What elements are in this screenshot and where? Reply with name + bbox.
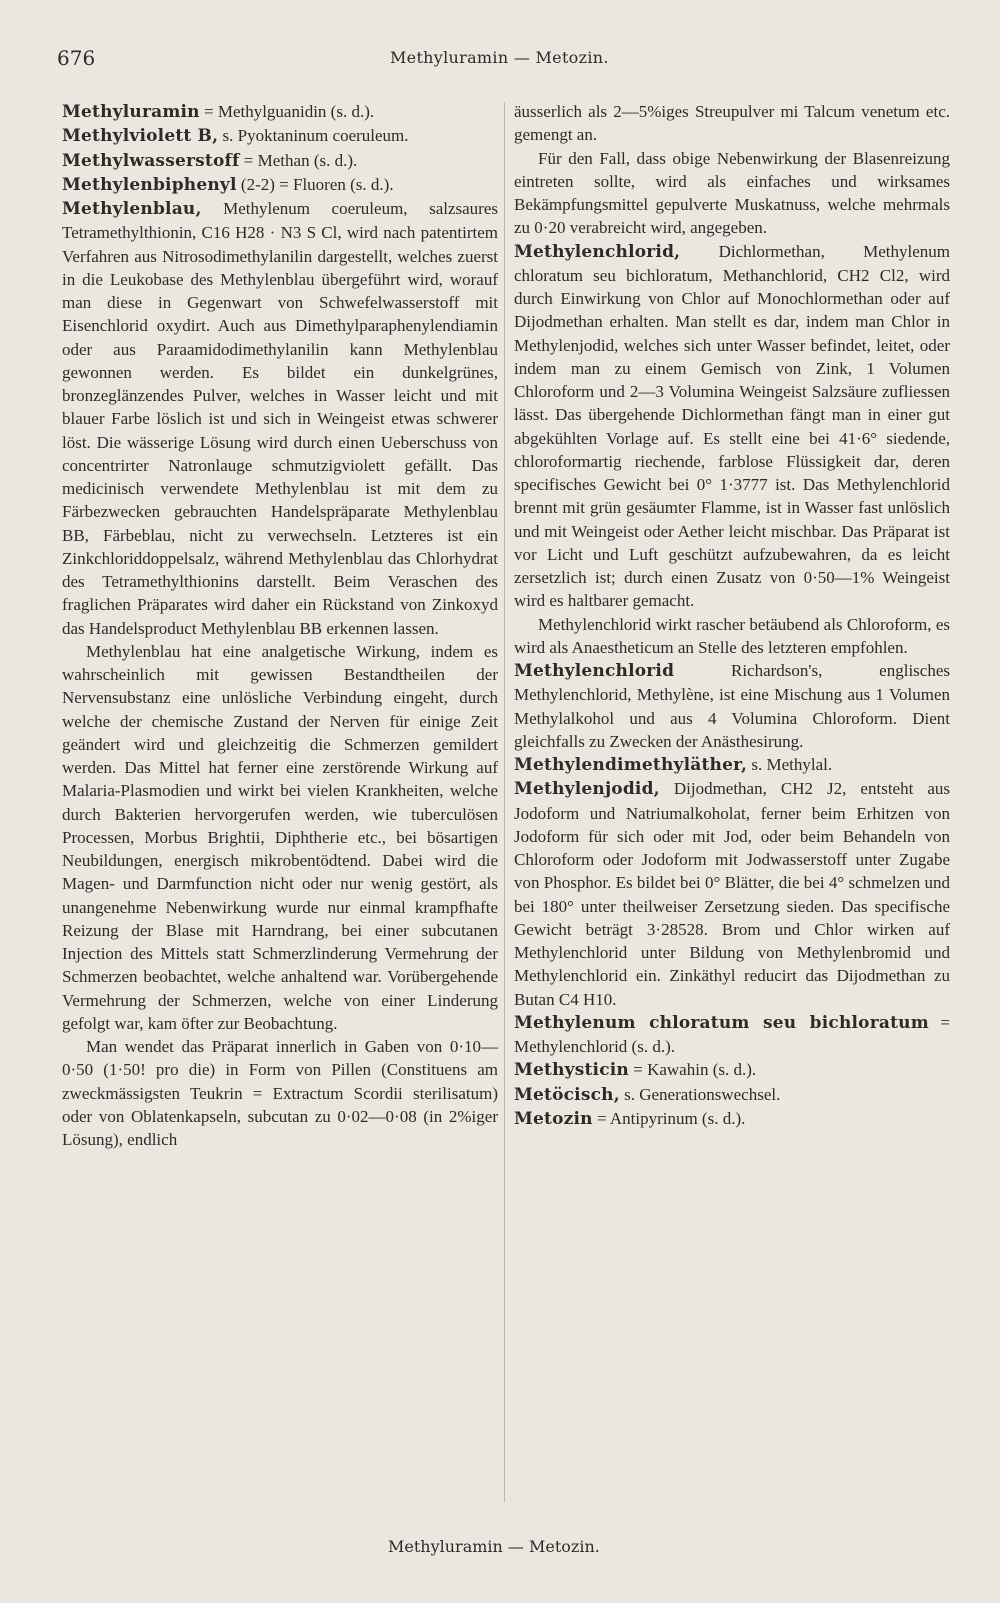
paragraph	[62, 640, 498, 1035]
entry-text: Methylenum coeruleum, salzsaures Tetramethylthionin, C16 H28 · N3 S Cl, wird nach patentirtem Verfahren aus Nitrosodimethylanilin dargestellt, welches zuerst in die Leukobase des Methylenblau übergeführt wird, worauf man diese in Gegenwart von Schwefelwasserstoff mit Eisenchlorid oxydirt. Auch aus Dimethylparaphenylendiamin oder aus Paraamidodimethylanilin kann Methylenblau gewonnen werden. Es bildet ein dunkelgrünes, bronzeglänzendes Pulver, welches in Wasser leicht und mit blauer Farbe löslich ist und sich in Weingeist etwas schwerer löst. Die wässerige Lösung wird durch einen Ueberschuss von concentrirter Natronlauge schmutzigviolett gefällt. Das medicinisch verwendete Methylenblau ist mit dem zu Färbezwecken gebrauchten Handelspräparate Methylenblau BB, Färbeblau, nicht zu verwechseln. Letzteres ist ein Zinkchloriddoppelsalz, während Methylenblau das Chlorhydrat des Tetramethylthionins darstellt. Beim Veraschen des fraglichen Präparates wird daher ein Rückstand von Zinkoxyd das Handelsproduct Methylenblau BB erkennen lassen.	[62, 199, 498, 638]
headword: Methyluramin	[62, 102, 200, 122]
entry	[62, 149, 498, 173]
entry-text: Richardson's, englisches Methylenchlorid, Methylène, ist eine Mischung aus 1 Volumen Methylalkohol und aus 4 Volumina Chloroform. Dient gleichfalls zu Zwecken der Anästhesirung.	[514, 661, 950, 751]
entry-text: = Methan (s. d.).	[239, 150, 358, 170]
headword: Methylviolett B,	[62, 126, 219, 147]
headword: Methylenchlorid	[514, 661, 675, 681]
entry	[62, 173, 498, 197]
headword: Methylenchlorid,	[514, 241, 681, 262]
running-head: Methyluramin — Metozin.	[390, 48, 609, 67]
page-number: 676	[57, 46, 96, 70]
headword: Methylenjodid,	[514, 779, 660, 800]
entry	[514, 753, 950, 777]
column-divider	[504, 102, 505, 1502]
paragraph-text: Methylenblau hat eine analgetische Wirkung, indem es wahrscheinlich mit gewissen Bestandtheilen der Nervensubstanz eine unlösliche Verbindung eingeht, durch welche der chemische Zustand der Nerven für einige Zeit geändert wird und gleichzeitig die Schmerzen gemildert werden. Das Mittel hat ferner eine zerstörende Wirkung auf Malaria-Plasmodien und wirkt bei vielen Krankheiten, welche durch Bakterien hervorgerufen werden, wie tuberculösen Processen, Morbus Brightii, Diphtherie etc., bei bösartigen Neubildungen, energisch mikrobentödtend. Dabei wird die Magen- und Darmfunction nicht oder nur wenig gestört, als unangenehme Nebenwirkung wurde nur einmal krampfhafte Reizung der Blase mit Harndrang, bei einer subcutanen Injection des Mittels statt Schmerzlinderung Vermehrung der Schmerzen beobachtet, welche anhaltend war. Vorübergehende Vermehrung der Schmerzen, welche von einer Linderung gefolgt war, kam öfter zur Beobachtung.	[62, 641, 498, 1033]
entry-text: (2-2) = Fluoren (s. d.).	[236, 174, 394, 194]
entry	[514, 777, 950, 1011]
paragraph	[62, 1035, 498, 1151]
headword: Methylenbiphenyl	[62, 174, 237, 195]
entry-text: Dichlormethan, Methylenum chloratum seu bichloratum, Methanchlorid, CH2 Cl2, wird durch Einwirkung von Chlor auf Monochlormethan oder auf Dijodmethan erhalten. Man stellt es dar, indem man Chlor in Methylenjodid, welches sich unter Wasser befindet, leitet, oder indem man zu einem Gemisch von Zink, 1 Volumen Chloroform und 2—3 Volumina Weingeist Salzsäure zufliessen lässt. Das übergehende Dichlormethan fängt man in einer gut abgekühlten Vorlage auf. Es stellt eine bei 41·6° siedende, chloroformartig riechende, farblose Flüssigkeit dar, deren specifisches Gewicht bei 0° 1·3777 ist. Das Methylenchlorid brennt mit grün gesäumter Flamme, ist in Wasser fast unlöslich und mit Weingeist oder Aether leicht mischbar. Das Präparat ist vor Licht und Luft geschützt aufzubewahren, da es leicht zersetzlich ist; durch einen Zusatz von 0·50—1% Weingeist wird es haltbarer gemacht.	[514, 241, 950, 611]
headword: Metozin	[514, 1108, 593, 1129]
entry-text: = Methylguanidin (s. d.).	[199, 102, 375, 121]
paragraph-text: Man wendet das Präparat innerlich in Gaben von 0·10—0·50 (1·50! pro die) in Form von Pillen (Constituens am zweckmässigsten Teukrin = Extractum Scordii sterilisatum) oder von Oblatenkapseln, subcutan zu 0·02—0·08 (in 2%iger Lösung), endlich	[62, 1037, 498, 1149]
entry-text: = Kawahin (s. d.).	[628, 1060, 757, 1080]
entry-text: = Antipyrinum (s. d.).	[592, 1108, 746, 1128]
headword: Methylenum chloratum seu bichloratum	[514, 1012, 929, 1033]
entry-text: s. Pyoktaninum coeruleum.	[218, 126, 409, 146]
paragraph-text: Methylenchlorid wirkt rascher betäubend als Chloroform, es wird als Anaestheticum an Stelle des letzteren empfohlen.	[514, 614, 950, 657]
entry-text: Dijodmethan, CH2 J2, entsteht aus Jodoform und Natriumalkoholat, ferner beim Erhitzen von Jodoform für sich oder mit Jod, oder beim Behandeln von Chloroform oder Jodoform mit Jodwasserstoff unter Zugabe von Phosphor. Es bildet bei 0° Blätter, die bei 4° schmelzen und bei 180° unter theilweiser Zersetzung sieden. Das specifische Gewicht beträgt 3·28528. Brom und Chlor wirken auf Methylenchlorid unter Bildung von Methylenbromid und Methylenchlorid ein. Zinkäthyl reducirt das Dijodmethan zu Butan C4 H10.	[514, 779, 950, 1009]
paragraph	[514, 613, 950, 660]
entry	[514, 1107, 950, 1131]
paragraph-text: Für den Fall, dass obige Nebenwirkung der Blasenreizung eintreten sollte, wird als einfaches und wirksames Bekämpfungsmittel gepulverte Muskatnuss, welche mehrmals zu 0·20 verabreicht wird, angegeben.	[514, 148, 950, 238]
entry	[514, 240, 950, 613]
entry	[62, 197, 498, 640]
entry	[62, 124, 498, 148]
entry-text: s. Methylal.	[747, 755, 833, 774]
headword: Metöcisch,	[514, 1084, 620, 1105]
paragraph-text: äusserlich als 2—5%iges Streupulver mi Talcum venetum etc. gemengt an.	[514, 102, 950, 145]
entry	[514, 1083, 950, 1107]
page-footer: Methyluramin — Metozin.	[388, 1537, 600, 1556]
headword: Methylenblau,	[62, 199, 202, 219]
headword: Methylwasserstoff	[62, 150, 240, 171]
headword: Methysticin	[514, 1060, 629, 1081]
entry-text: s. Generationswechsel.	[619, 1084, 781, 1104]
right-column	[514, 100, 950, 1131]
paragraph	[514, 147, 950, 240]
paragraph	[514, 100, 950, 147]
left-column	[62, 100, 498, 1151]
headword: Methylendimethyläther,	[514, 755, 748, 775]
entry	[514, 1058, 950, 1082]
entry	[514, 1011, 950, 1059]
entry	[514, 659, 950, 753]
entry	[62, 100, 498, 124]
entry-text: = Methylenchlorid (s. d.).	[514, 1012, 950, 1056]
